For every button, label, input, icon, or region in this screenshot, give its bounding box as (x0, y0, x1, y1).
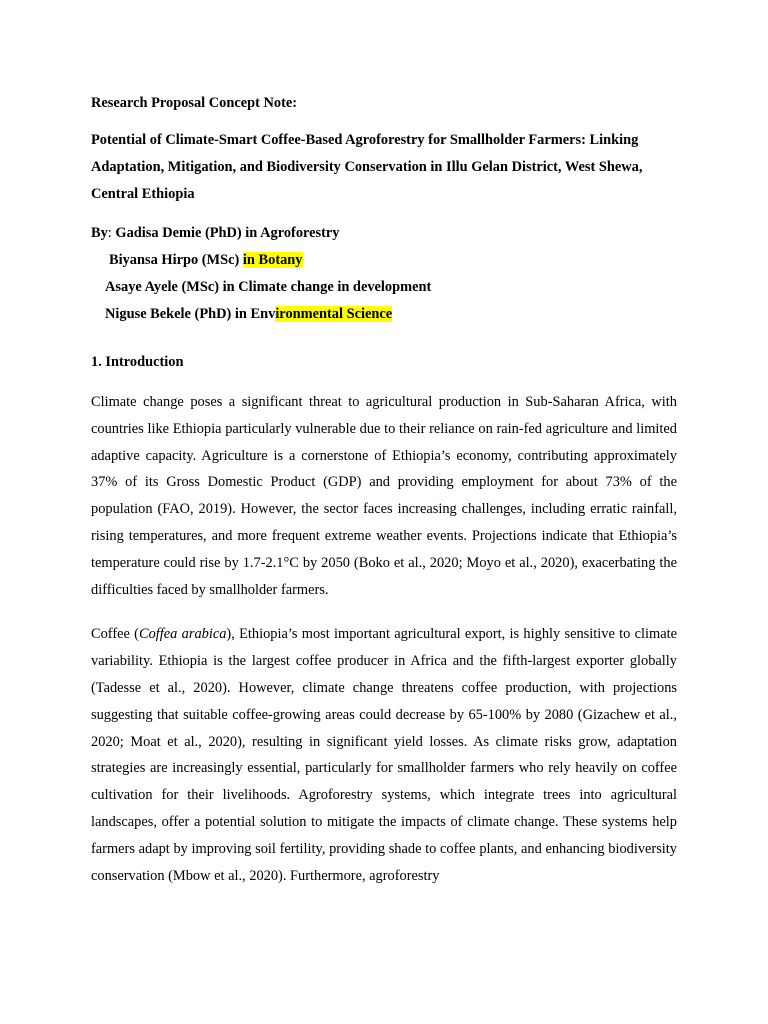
author-line-1 (91, 220, 677, 247)
author-name-1: Gadisa Demie (PhD) in Agroforestry (115, 225, 340, 241)
author-name-2: Biyansa Hirpo (MSc) (109, 252, 243, 268)
document-title: Potential of Climate-Smart Coffee-Based Agroforestry for Smallholder Farmers: Linking Adaptation, Mitigation, and Biodiversity Conservation in Illu Gelan District, West Shewa, Central Ethiopia (91, 132, 643, 202)
by-separator: : (107, 225, 116, 241)
introduction-paragraph-2 (91, 621, 677, 889)
author-line-2 (91, 247, 677, 274)
paragraph-2-rest: ), Ethiopia’s most important agricultural export, is highly sensitive to climate variability. Ethiopia is the largest coffee producer in Africa and the fifth-largest exporter globally (Tadesse et al., 2020). However, climate change threatens coffee production, with projections suggesting that suitable coffee-growing areas could decrease by 65-100% by 2080 (Gizachew et al., 2020; Moat et al., 2020), resulting in significant yield losses. As climate risks grow, adaptation strategies are increasingly essential, particularly for smallholder farmers who rely heavily on coffee cultivation for their livelihoods. Agroforestry systems, which integrate trees into agricultural landscapes, offer a potential solution to mitigate the impacts of climate change. These systems help farmers adapt by improving soil fertility, providing shade to coffee plants, and enhancing biodiversity conservation (Mbow et al., 2020). Furthermore, agroforestry (91, 626, 677, 884)
by-label: By (91, 225, 108, 241)
author-highlight-4: ironmental Science (275, 306, 393, 322)
author-name-3: Asaye Ayele (MSc) in Climate change in development (105, 279, 432, 295)
author-highlight-2: in Botany (242, 252, 303, 268)
section-heading-introduction: 1. Introduction (91, 354, 184, 370)
document-content (91, 93, 677, 907)
document-label: Research Proposal Concept Note: (91, 95, 298, 111)
author-line-3 (91, 274, 677, 301)
paragraph-2-start: Coffee ( (91, 626, 139, 643)
author-line-4 (91, 301, 677, 328)
author-name-4: Niguse Bekele (PhD) in Env (105, 306, 276, 322)
introduction-paragraph-1: Climate change poses a significant threat to agricultural production in Sub-Saharan Africa, with countries like Ethiopia particularly vulnerable due to their reliance on rain-fed agriculture and limited adaptive capacity. Agriculture is a cornerstone of Ethiopia’s economy, contributing approximately 37% of its Gross Domestic Product (GDP) and providing employment for about 73% of the population (FAO, 2019). However, the sector faces increasing challenges, including erratic rainfall, rising temperatures, and more frequent extreme weather events. Projections indicate that Ethiopia’s temperature could rise by 1.7-2.1°C by 2050 (Boko et al., 2020; Moyo et al., 2020), exacerbating the difficulties faced by smallholder farmers. (91, 394, 677, 598)
paragraph-2-species-name: Coffea arabica (138, 626, 227, 643)
author-list (91, 220, 677, 328)
